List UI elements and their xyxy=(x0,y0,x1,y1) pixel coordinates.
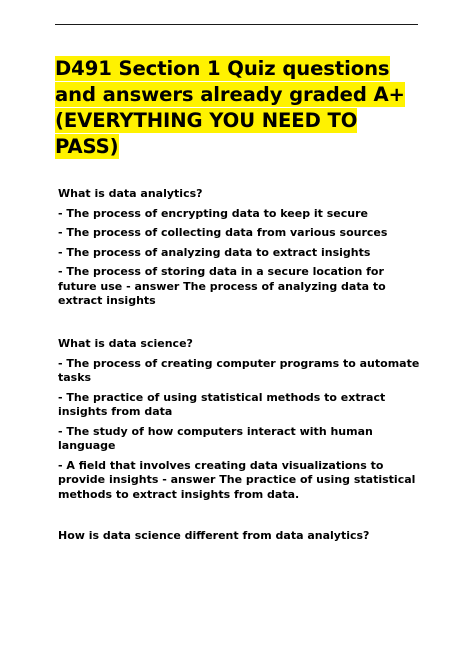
question-text: What is data analytics? xyxy=(58,187,203,200)
answer-option: - The process of creating computer programs to automate tasks xyxy=(58,356,420,384)
question-text: What is data science? xyxy=(58,337,193,350)
answer-option: - The process of collecting data from various sources xyxy=(58,226,388,239)
top-divider xyxy=(55,24,418,25)
question-text: How is data science different from data analytics? xyxy=(58,529,370,542)
question-block-1 xyxy=(58,187,420,314)
title-highlight: D491 Section 1 Quiz questions and answers already graded A+(EVERYTHING YOU NEED TO PASS) xyxy=(55,57,405,158)
document-title xyxy=(55,56,420,160)
answer-option-with-answer: - The process of storing data in a secure location for future use - answer The process of analyzing data to extract insights xyxy=(58,265,386,307)
question-block-3 xyxy=(58,529,420,549)
answer-option: - The study of how computers interact with human language xyxy=(58,424,373,452)
answer-option: - The practice of using statistical methods to extract insights from data xyxy=(58,390,386,418)
answer-option: - The process of analyzing data to extract insights xyxy=(58,245,371,259)
answer-option-with-answer: - A field that involves creating data visualizations to provide insights - answer The practice of using statistical methods to extract insights from data. xyxy=(58,458,416,501)
answer-option: - The process of encrypting data to keep it secure xyxy=(58,206,368,220)
question-block-2 xyxy=(58,337,420,507)
